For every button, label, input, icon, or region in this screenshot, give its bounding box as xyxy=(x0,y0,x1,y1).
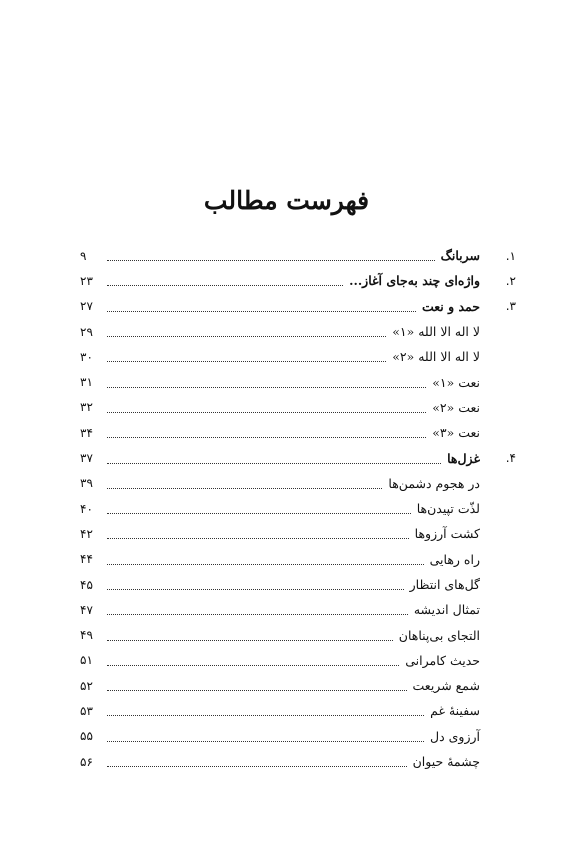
toc-entry-title: لذّت تپیدن‌ها xyxy=(416,501,480,517)
toc-entry[interactable] xyxy=(80,395,516,420)
toc-entry[interactable] xyxy=(80,369,516,394)
toc-entry-page-number: ۴۷ xyxy=(80,602,93,617)
toc-entry[interactable] xyxy=(80,648,516,673)
toc-entry-title: سفینهٔ غم xyxy=(430,703,480,719)
dot-leader xyxy=(107,564,424,565)
toc-entry-number: ۴. xyxy=(505,451,516,466)
toc-entry[interactable] xyxy=(80,319,516,344)
toc-entry[interactable] xyxy=(80,698,516,723)
toc-entry-page-number: ۵۲ xyxy=(80,678,93,693)
toc-entry-title: التجای بی‌پناهان xyxy=(398,627,480,643)
toc-entry-page-number: ۲۹ xyxy=(80,324,93,339)
dot-leader xyxy=(107,513,411,514)
toc-entry-title: نعت «۱» xyxy=(432,374,480,390)
toc-entry-title: گل‌های انتظار xyxy=(409,577,480,592)
toc-entry-number: ۳. xyxy=(505,299,516,314)
toc-entry-title: کشت آرزوها xyxy=(414,526,480,542)
toc-entry-page-number: ۵۶ xyxy=(80,754,93,769)
dot-leader xyxy=(107,488,382,489)
toc-entry-title: لا اله الا الله «۲» xyxy=(392,349,480,365)
toc-section-entry[interactable] xyxy=(80,294,516,319)
toc-entry[interactable] xyxy=(80,597,516,622)
dot-leader xyxy=(107,715,424,716)
toc-entry-page-number: ۳۷ xyxy=(80,451,93,466)
toc-entry-page-number: ۳۹ xyxy=(80,476,93,491)
toc-entry-page-number: ۵۱ xyxy=(80,653,93,668)
table-of-contents xyxy=(80,243,516,774)
dot-leader xyxy=(107,260,435,261)
toc-entry[interactable] xyxy=(80,572,516,597)
toc-entry-number: ۲. xyxy=(505,273,516,288)
toc-section-entry[interactable] xyxy=(80,268,516,293)
toc-entry-title: چشمهٔ حیوان xyxy=(412,754,480,770)
toc-entry-page-number: ۳۰ xyxy=(80,349,93,364)
toc-entry[interactable] xyxy=(80,622,516,647)
toc-entry-title: نعت «۳» xyxy=(432,425,480,441)
dot-leader xyxy=(107,538,409,539)
toc-entry-page-number: ۵۳ xyxy=(80,703,93,718)
dot-leader xyxy=(107,766,407,767)
toc-entry-title: آرزوی دل xyxy=(430,728,480,744)
dot-leader xyxy=(107,640,393,641)
toc-entry-page-number: ۲۷ xyxy=(80,299,93,314)
toc-entry-title: در هجوم دشمن‌ها xyxy=(388,475,480,491)
dot-leader xyxy=(107,412,426,413)
toc-entry-title: واژه‌ای چند به‌جای آغاز... xyxy=(349,273,480,289)
dot-leader xyxy=(107,387,426,388)
dot-leader xyxy=(107,463,441,464)
toc-entry-page-number: ۹ xyxy=(80,248,87,263)
toc-entry-page-number: ۴۹ xyxy=(80,628,93,643)
toc-entry-title: شمع شریعت xyxy=(412,678,480,694)
toc-entry-title: راه رهایی xyxy=(429,551,480,567)
toc-entry-title: غزل‌ها xyxy=(447,450,480,466)
page-title: فهرست مطالب xyxy=(203,186,370,215)
toc-entry[interactable] xyxy=(80,724,516,749)
dot-leader xyxy=(107,361,386,362)
dot-leader xyxy=(107,690,407,691)
toc-entry-title: لا اله الا الله «۱» xyxy=(392,324,480,340)
dot-leader xyxy=(107,437,426,438)
toc-entry[interactable] xyxy=(80,673,516,698)
toc-entry-page-number: ۳۲ xyxy=(80,400,93,415)
toc-entry[interactable] xyxy=(80,471,516,496)
dot-leader xyxy=(107,311,416,312)
dot-leader xyxy=(107,741,424,742)
toc-entry-title: تمثال اندیشه xyxy=(413,602,480,618)
dot-leader xyxy=(107,665,399,666)
dot-leader xyxy=(107,285,343,286)
toc-entry-page-number: ۴۲ xyxy=(80,526,93,541)
dot-leader xyxy=(107,614,408,615)
toc-entry[interactable] xyxy=(80,521,516,546)
toc-entry-title: حمد و نعت xyxy=(421,298,480,314)
toc-section-entry[interactable] xyxy=(80,243,516,268)
toc-entry[interactable] xyxy=(80,547,516,572)
dot-leader xyxy=(107,336,386,337)
toc-entry-page-number: ۲۳ xyxy=(80,273,93,288)
toc-entry-page-number: ۴۰ xyxy=(80,501,93,516)
toc-entry-page-number: ۴۴ xyxy=(80,552,93,567)
dot-leader xyxy=(107,589,404,590)
toc-entry-title: سربانگ xyxy=(440,248,480,264)
toc-entry-page-number: ۳۱ xyxy=(80,375,93,390)
toc-entry-number: ۱. xyxy=(505,248,516,263)
toc-entry-title: نعت «۲» xyxy=(432,399,480,415)
toc-entry[interactable] xyxy=(80,420,516,445)
toc-entry-page-number: ۳۴ xyxy=(80,425,93,440)
toc-entry-page-number: ۵۵ xyxy=(80,729,93,744)
toc-entry-title: حدیث کامرانی xyxy=(405,652,480,668)
toc-entry[interactable] xyxy=(80,496,516,521)
toc-section-entry[interactable] xyxy=(80,445,516,470)
toc-entry[interactable] xyxy=(80,344,516,369)
toc-entry-page-number: ۴۵ xyxy=(80,577,93,592)
toc-entry[interactable] xyxy=(80,749,516,774)
